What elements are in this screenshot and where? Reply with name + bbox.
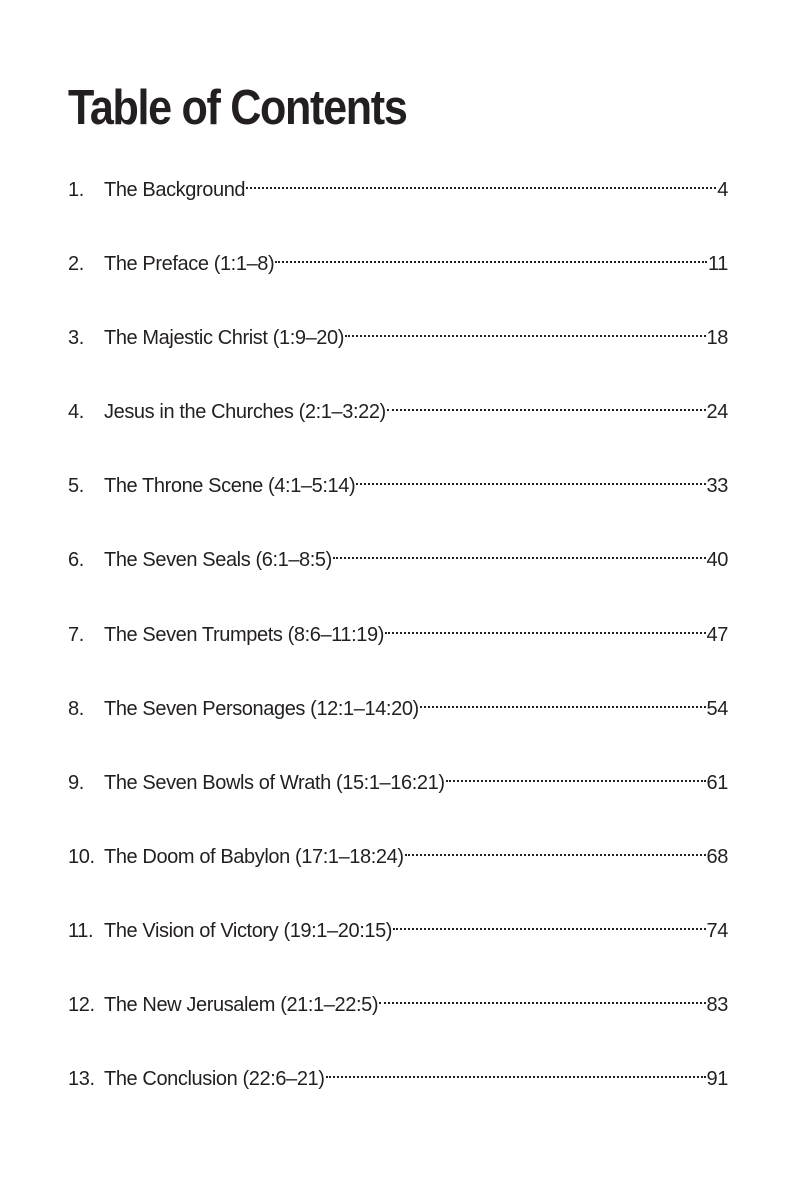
dot-leader xyxy=(405,833,706,863)
entry-page-number: 83 xyxy=(706,994,728,1017)
entry-page-number: 33 xyxy=(706,475,728,498)
page-title: Table of Contents xyxy=(68,81,407,135)
entry-page-number: 24 xyxy=(706,401,728,424)
entry-number: 1. xyxy=(68,179,84,201)
entry-title: Jesus in the Churches (2:1–3:22) xyxy=(104,401,386,424)
dot-leader xyxy=(393,907,705,937)
entry-title: The Vision of Victory (19:1–20:15) xyxy=(104,919,393,942)
toc-entry xyxy=(68,1055,728,1129)
entry-number: 9. xyxy=(68,771,84,794)
entry-number: 10. xyxy=(68,845,95,868)
entry-title: The Throne Scene (4:1–5:14) xyxy=(104,475,356,498)
entry-number: 6. xyxy=(68,549,84,572)
toc-entry xyxy=(68,314,728,388)
toc-list xyxy=(68,166,728,1129)
entry-page-number: 68 xyxy=(706,845,728,868)
entry-page-number: 54 xyxy=(706,697,728,720)
entry-title: The New Jerusalem (21:1–22:5) xyxy=(104,994,379,1017)
entry-title: The Background xyxy=(104,179,246,201)
dot-leader xyxy=(387,388,706,418)
dot-leader xyxy=(246,166,716,196)
entry-page-number: 18 xyxy=(706,327,728,350)
dot-leader xyxy=(385,611,706,641)
entry-title: The Seven Seals (6:1–8:5) xyxy=(104,549,332,572)
toc-entry xyxy=(68,388,728,462)
entry-number: 7. xyxy=(68,623,84,646)
entry-title: The Preface (1:1–8) xyxy=(104,253,275,276)
dot-leader xyxy=(446,759,706,789)
toc-entry xyxy=(68,462,728,536)
dot-leader xyxy=(379,981,705,1011)
entry-number: 13. xyxy=(68,1068,95,1091)
entry-title: The Seven Trumpets (8:6–11:19) xyxy=(104,623,385,646)
entry-title: The Majestic Christ (1:9–20) xyxy=(104,327,345,350)
entry-page-number: 74 xyxy=(706,919,728,942)
entry-number: 8. xyxy=(68,697,84,720)
entry-number: 3. xyxy=(68,327,84,350)
entry-number: 5. xyxy=(68,475,84,498)
dot-leader xyxy=(333,536,706,566)
entry-title: The Conclusion (22:6–21) xyxy=(104,1068,325,1091)
entry-number: 12. xyxy=(68,994,95,1017)
toc-entry xyxy=(68,759,728,833)
toc-entry xyxy=(68,907,728,981)
toc-entry xyxy=(68,536,728,610)
dot-leader xyxy=(345,314,706,344)
entry-page-number: 4 xyxy=(717,179,728,201)
entry-page-number: 11 xyxy=(708,253,728,276)
entry-title: The Seven Bowls of Wrath (15:1–16:21) xyxy=(104,771,445,794)
toc-entry xyxy=(68,833,728,907)
entry-page-number: 91 xyxy=(706,1068,728,1091)
dot-leader xyxy=(420,685,706,715)
entry-number: 2. xyxy=(68,253,84,276)
entry-page-number: 40 xyxy=(706,549,728,572)
entry-title: The Doom of Babylon (17:1–18:24) xyxy=(104,845,404,868)
toc-entry xyxy=(68,611,728,685)
dot-leader xyxy=(356,462,705,492)
entry-number: 4. xyxy=(68,401,84,424)
toc-entry xyxy=(68,685,728,759)
dot-leader xyxy=(326,1055,706,1085)
entry-page-number: 47 xyxy=(706,623,728,646)
entry-title: The Seven Personages (12:1–14:20) xyxy=(104,697,419,720)
toc-entry xyxy=(68,166,728,240)
entry-page-number: 61 xyxy=(706,771,728,794)
toc-entry xyxy=(68,240,728,314)
dot-leader xyxy=(275,240,707,270)
toc-entry xyxy=(68,981,728,1055)
entry-number: 11. xyxy=(68,919,94,942)
